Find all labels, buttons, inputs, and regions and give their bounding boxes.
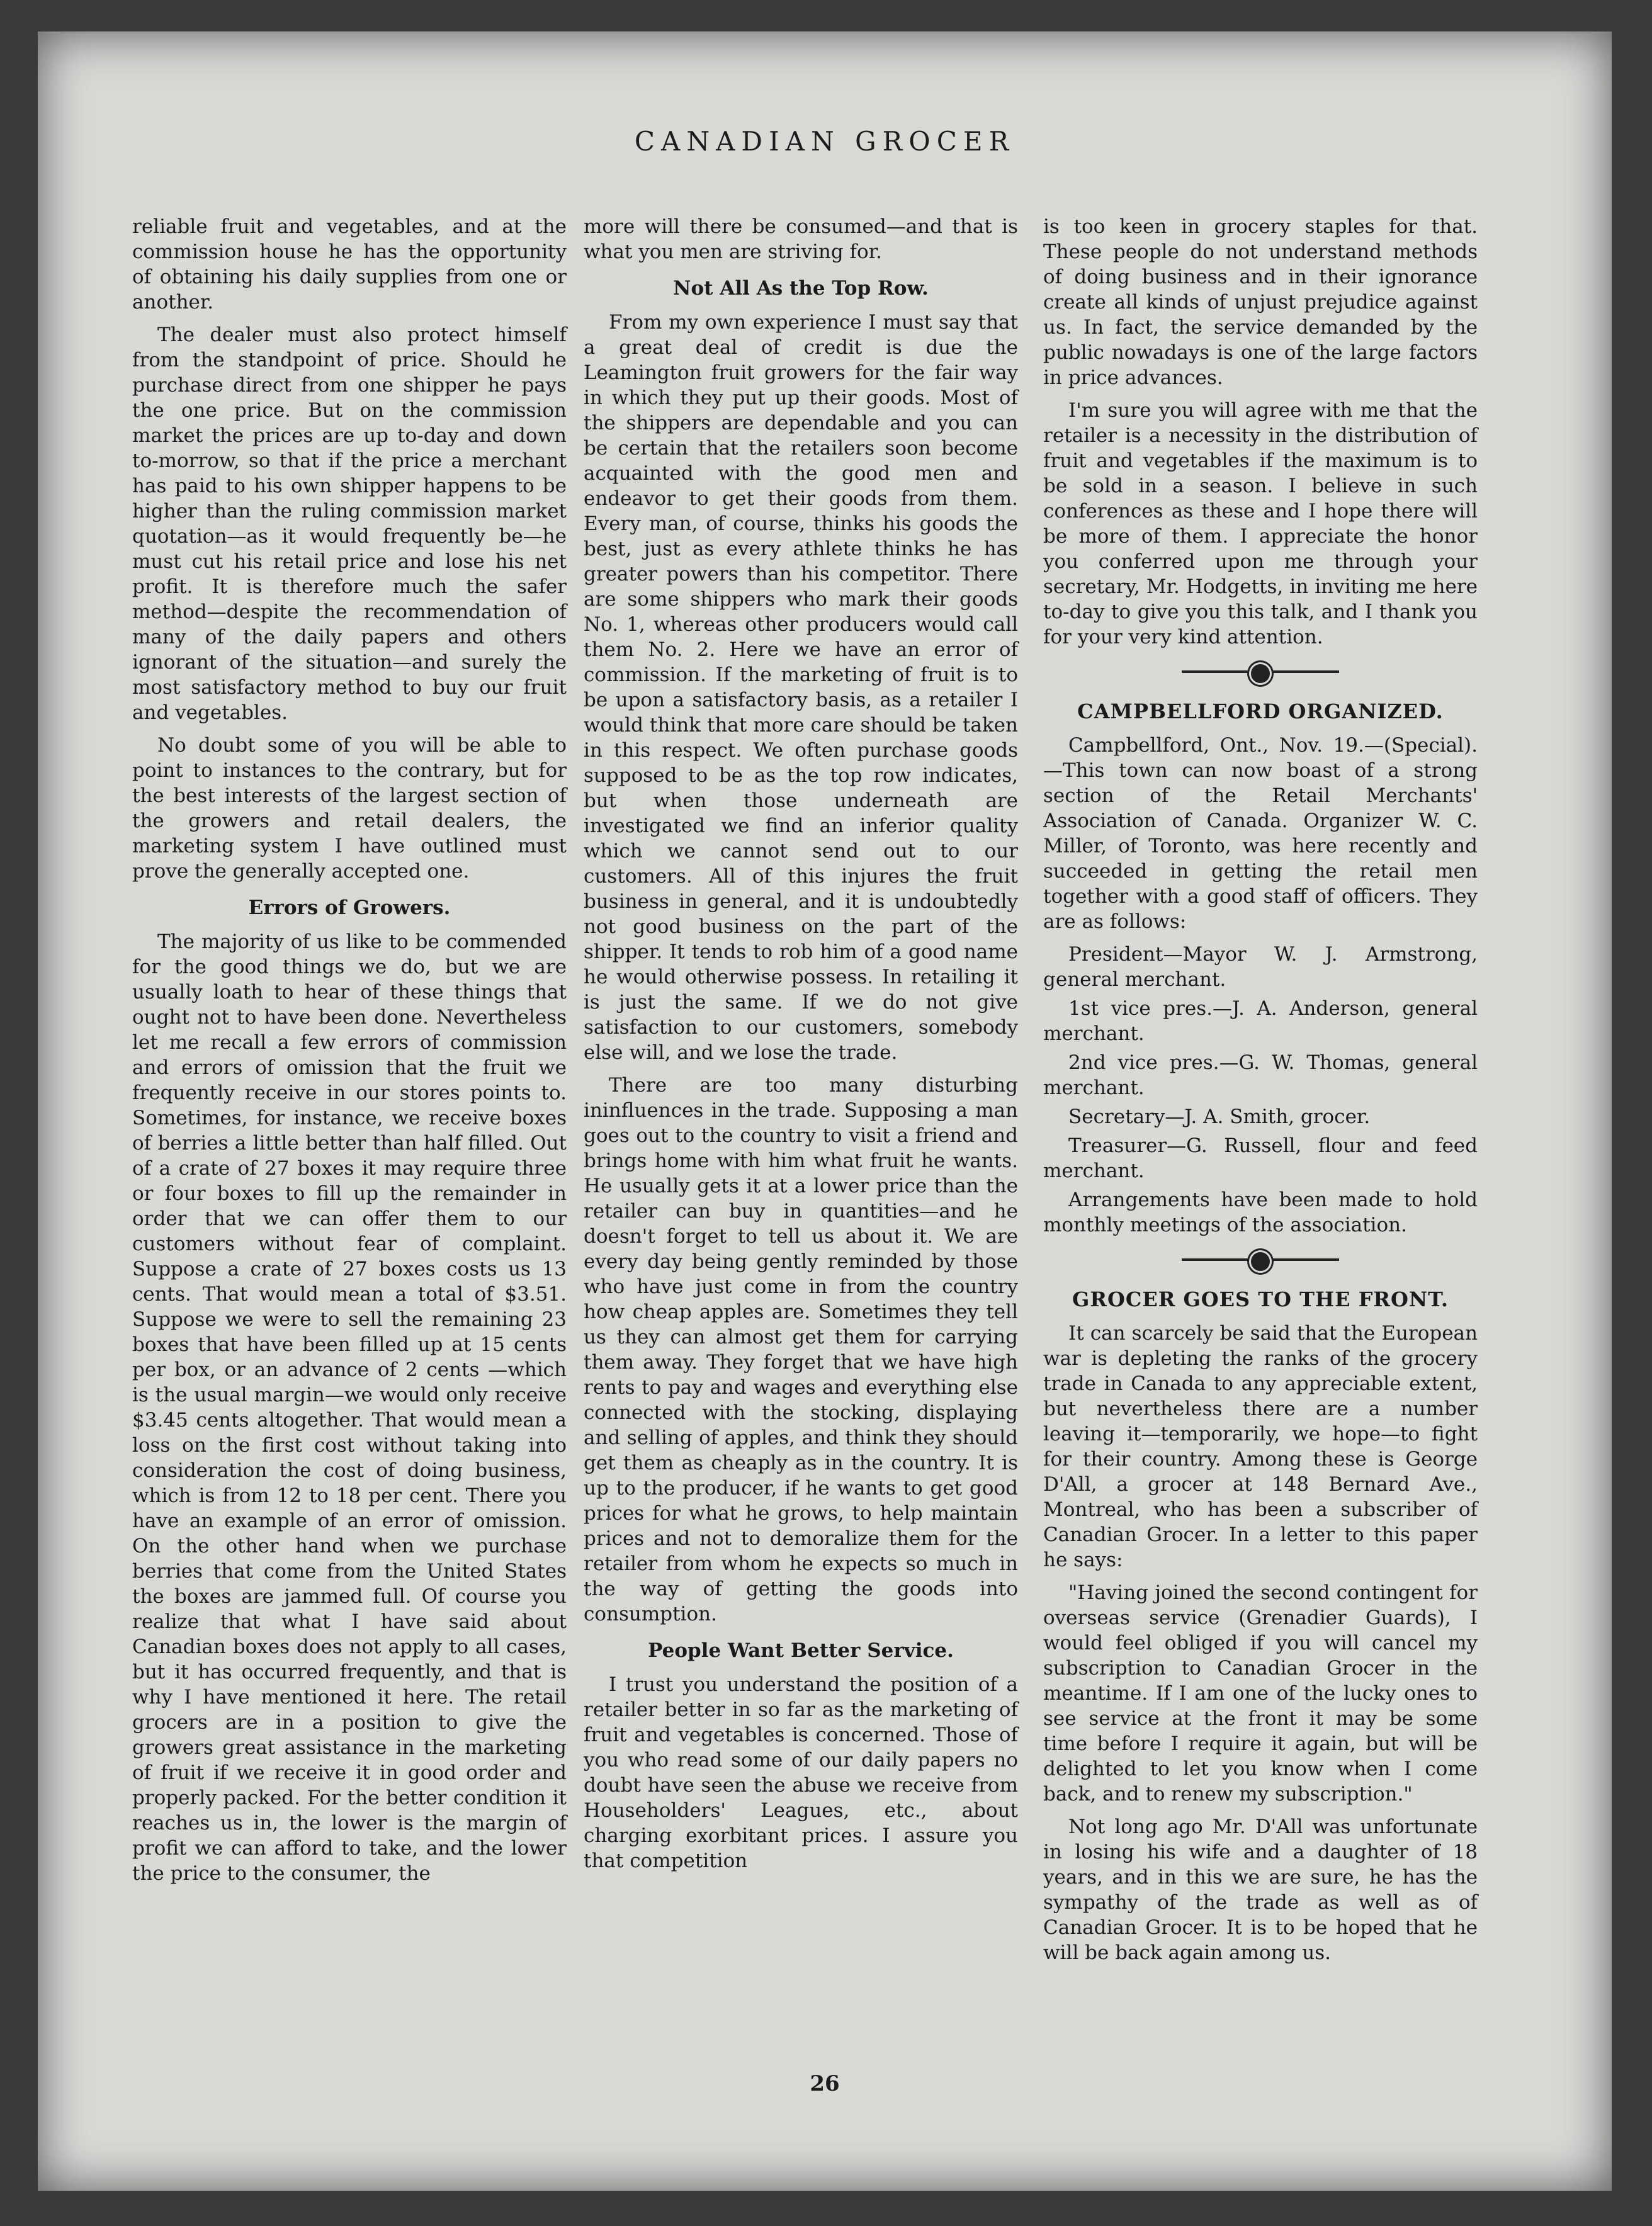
article-heading: CAMPBELLFORD ORGANIZED. xyxy=(1077,699,1444,723)
paragraph: is too keen in grocery staples for that. These people do not understand methods of doing business and in their ignorance create all kinds of unjust prejudice against us. In fact, the service demanded by the public nowadays is one of the large factors in price advances. xyxy=(1043,215,1478,389)
paragraph: I'm sure you will agree with me that the retailer is a necessity in the distribution of fruit and vegetables if the maximum is to be sold in a season. I believe in such conferences as these and I hope there will be more of them. I appreciate the honor you conferred upon me through your secretary, Mr. Hodgetts, in inviting me here to-day to give you this talk, and I thank you for your very kind attention. xyxy=(1043,399,1478,648)
paragraph: There are too many disturbing ininfluences in the trade. Supposing a man goes out to the country to visit a friend and brings home with him what fruit he wants. He usually gets it at a lower price than the retailer can buy in quantities—and he doesn't forget to tell us about it. We are every day being gently reminded by those who have just come in from the country how cheap apples are. Sometimes they tell us they can almost get them for carrying them away. They forget that we have high rents to pay and wages and everything else connected with the stocking, displaying and selling of apples, and think they should get them as cheaply as in the country. It is up to the producer, if he wants to get good prices for what he grows, to help maintain prices and not to demoralize them for the retailer from whom he expects so much in the way of getting the goods into consumption. xyxy=(584,1074,1018,1625)
column-middle xyxy=(584,214,1018,1881)
paragraph: I trust you understand the position of a retailer better in so far as the marketing of fruit and vegetables is concerned. Those of you who read some of our daily papers no doubt have seen the abuse we receive from Householders' Leagues, etc., about charging exorbitant prices. I assure you that competition xyxy=(584,1673,1018,1872)
ornament-divider xyxy=(1043,1246,1478,1272)
article-heading: GROCER GOES TO THE FRONT. xyxy=(1072,1287,1449,1311)
officer-entry: Treasurer—G. Russell, flour and feed merchant. xyxy=(1043,1134,1478,1182)
paragraph: Not long ago Mr. D'All was unfortunate in losing his wife and a daughter of 18 years, and in this we are sure, he has the sympathy of the trade as well as of Canadian Grocer. It is to be hoped that he will be back again among us. xyxy=(1043,1816,1478,1964)
paragraph: Arrangements have been made to hold monthly meetings of the association. xyxy=(1043,1189,1478,1236)
paragraph: From my own experience I must say that a great deal of credit is due the Leamington fruit growers for the fair way in which they put up their goods. Most of the shippers are dependable and you can be certain that the retailers soon become acquainted with the good men and endeavor to get their goods from them. Every man, of course, thinks his goods the best, just as every athlete thinks he has greater powers than his competitor. There are some shippers who mark their goods No. 1, whereas other producers would call them No. 2. Here we have an error of commission. If the marketing of fruit is to be upon a satisfactory basis, as a retailer I would think that more care should be taken in this respect. We often purchase goods supposed to be as the top row indicates, but when those underneath are investigated we find an inferior quality which we cannot send out to our customers. All of this injures the fruit business in general, and it is undoubtedly not good business on the part of the shipper. It tends to rob him of a good name he would otherwise possess. In retailing it is just the same. If we do not give satisfaction to our customers, somebody else will, and we lose the trade. xyxy=(584,311,1018,1064)
section-heading: Not All As the Top Row. xyxy=(673,277,929,300)
paragraph: It can scarcely be said that the European war is depleting the ranks of the grocery trade in Canada to any appreciable extent, but nevertheless there are a number leaving it—temporarily, we hope—to fight for their country. Among these is George D'All, a grocer at 148 Bernard Ave., Montreal, who has been a subscriber of Canadian Grocer. In a letter to this paper he says: xyxy=(1043,1322,1478,1571)
ornament-icon xyxy=(1249,662,1272,685)
page-header: CANADIAN GROCER xyxy=(634,126,1016,157)
paragraph: "Having joined the second contingent for overseas service (Grenadier Guards), I would feel obliged if you will cancel my subscription to Canadian Grocer in the meantime. If I am one of the lucky ones to see service at the front it may be some time before I require it again, but will be delighted to let you know when I come back, and to renew my subscription." xyxy=(1043,1581,1478,1805)
section-heading: Errors of Growers. xyxy=(248,896,451,919)
officer-entry: 2nd vice pres.—G. W. Thomas, general merchant. xyxy=(1043,1051,1478,1099)
ornament-icon xyxy=(1249,1250,1272,1273)
column-left xyxy=(132,214,567,1894)
officer-entry: Secretary—J. A. Smith, grocer. xyxy=(1068,1105,1371,1128)
officer-entry: 1st vice pres.—J. A. Anderson, general merchant. xyxy=(1043,997,1478,1045)
magazine-page xyxy=(38,31,1612,2191)
paragraph: The dealer must also protect himself from the standpoint of price. Should he purchase direct from one shipper he pays the one price. But on the commission market the prices are up to-day and down to-morrow, so that if the price a merchant has paid to his own shipper happens to be higher than the ruling commission market quotation—as it would frequently be—he must cut his retail price and lose his net profit. It is therefore much the safer method—despite the recommendation of many of the daily papers and others ignorant of the situation—and surely the most satisfactory method to buy our fruit and vegetables. xyxy=(132,324,567,724)
paragraph: No doubt some of you will be able to point to instances to the contrary, but for the best interests of the largest section of the growers and retail dealers, the marketing system I have outlined must prove the generally accepted one. xyxy=(132,734,567,883)
officer-entry: President—Mayor W. J. Armstrong, general merchant. xyxy=(1043,943,1478,991)
section-heading: People Want Better Service. xyxy=(648,1639,954,1662)
paragraph: Campbellford, Ont., Nov. 19.—(Special).—This town can now boast of a strong section of the Retail Merchants' Association of Canada. Organizer W. C. Miller, of Toronto, was here recently and succeeded in getting the retail men together with a good staff of officers. They are as follows: xyxy=(1043,734,1478,933)
paragraph: reliable fruit and vegetables, and at the commission house he has the opportunity of obtaining his daily supplies from one or another. xyxy=(132,215,567,314)
paragraph: The majority of us like to be commended for the good things we do, but we are usually loath to hear of these things that ought not to have been done. Nevertheless let me recall a few errors of commission and errors of omission that the fruit we frequently receive in our stores points to. Sometimes, for instance, we receive boxes of berries a little better than half filled. Out of a crate of 27 boxes it may require three or four boxes to fill up the remainder in order that we can offer them to our customers without fear of complaint. Suppose a crate of 27 boxes costs us 13 cents. That would mean a total of $3.51. Suppose we were to sell the remaining 23 boxes that have been filled up at 15 cents per box, or an advance of 2 cents —which is the usual margin—we would only receive $3.45 cents altogether. That would mean a loss on the first cost without taking into consideration the cost of doing business, which is from 12 to 18 per cent. There you have an example of an error of omission. On the other hand when we purchase berries that come from the United States the boxes are jammed full. Of course you realize that what I have said about Canadian boxes does not apply to all cases, but it has occurred frequently, and that is why I have mentioned it here. The retail grocers are in a position to give the growers great assistance in the marketing of fruit if we receive it in good order and properly packed. For the better condition it reaches us in, the lower is the margin of profit we can afford to take, and the lower the price to the consumer, the xyxy=(132,930,567,1885)
page-number: 26 xyxy=(810,2071,840,2096)
column-right xyxy=(1043,214,1478,1973)
paragraph: more will there be consumed—and that is what you men are striving for. xyxy=(584,215,1018,263)
ornament-divider xyxy=(1043,658,1478,684)
